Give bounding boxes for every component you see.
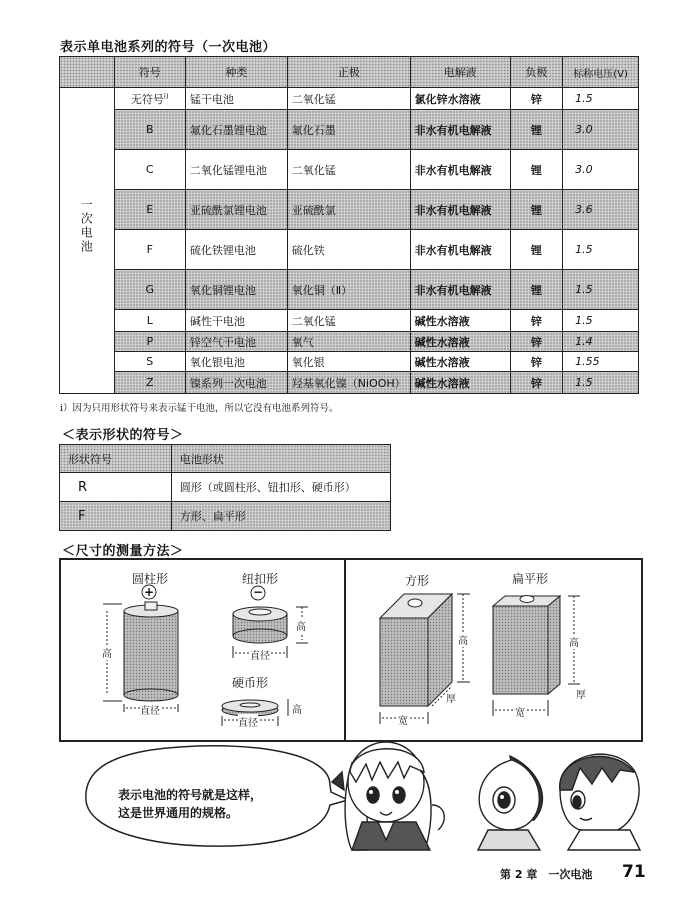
cell-voltage: 3.0 [563,150,639,190]
header-type: 种类 [185,57,287,88]
flat-label: 扁平形 [511,572,548,586]
square-height-label: 高 [458,632,468,647]
cell-type: 锰干电池 [185,88,287,110]
coin-diameter-label: 直径 [238,714,258,729]
cell-shape-symbol: F [60,502,172,531]
section-title-battery-series: 表示单电池系列的符号（一次电池） [60,40,277,55]
cell-electrolyte: 碱性水溶液 [410,310,510,332]
page-number: 71 [622,862,646,882]
footnote: i）因为只用形状符号来表示锰干电池，所以它没有电池系列符号。 [60,403,339,414]
cell-symbol: C [114,150,185,190]
cell-type: 二氧化锰锂电池 [185,150,287,190]
square-thickness-label: 厚 [446,694,456,705]
cell-negative: 锌 [510,352,563,372]
cell-type: 镍系列一次电池 [185,372,287,394]
cell-electrolyte: 非水有机电解液 [410,230,510,270]
flat-width-label: 宽 [515,704,525,719]
cell-positive: 氧气 [287,332,410,352]
cell-negative: 锂 [510,270,563,310]
square-label: 方形 [404,574,429,588]
flat-thickness-label: 厚 [576,690,586,701]
button-diameter-label: 直径 [250,647,270,662]
cell-type: 碱性干电池 [185,310,287,332]
cell-negative: 锂 [510,110,563,150]
cell-symbol: L [114,310,185,332]
header-negative: 负极 [510,57,563,88]
coin-label: 硬币形 [231,676,268,690]
cell-type: 氧化银电池 [185,352,287,372]
header-shape-symbol: 形状符号 [60,445,172,473]
cell-symbol: 无符号$^{i)}$ [114,88,185,110]
square-width-label: 宽 [398,712,408,727]
header-electrolyte: 电解液 [410,57,510,88]
section-title-measurement: ＜尺寸的测量方法＞ [62,544,184,559]
cell-negative: 锌 [510,372,563,394]
cell-positive: 氟化石墨 [287,110,410,150]
minus-sign: − [252,585,264,599]
coin-height-label: 高 [292,705,302,716]
character-girl-illustration [332,742,444,850]
speech-line-2: 这是世界通用的规格。 [118,806,239,820]
cell-shape: 方形、扁平形 [171,502,390,531]
square-battery-icon [380,594,470,724]
cell-negative: 锌 [510,332,563,352]
cell-positive: 硫化铁 [287,230,410,270]
button-height-label: 高 [296,618,306,633]
cell-negative: 锌 [510,88,563,110]
cell-voltage: 1.5 [563,310,639,332]
header-positive: 正极 [287,57,410,88]
header-symbol: 符号 [114,57,185,88]
flat-height-label: 高 [569,634,579,649]
header-voltage: 标称电压(V) [563,57,639,88]
cell-electrolyte: 碱性水溶液 [410,352,510,372]
cell-electrolyte: 碱性水溶液 [410,372,510,394]
cell-voltage: 1.5 [563,88,639,110]
cell-type: 亚硫酰氯锂电池 [185,190,287,230]
category-cell: 一次电池 [79,198,94,254]
cylinder-battery-icon [103,585,178,712]
cell-electrolyte: 非水有机电解液 [410,270,510,310]
cell-negative: 锂 [510,150,563,190]
section-title-shape-symbol: ＜表示形状的符号＞ [62,428,184,443]
cell-positive: 二氧化锰 [287,150,410,190]
plus-sign: + [143,585,155,599]
cylinder-height-label: 高 [102,645,112,660]
cell-symbol: B [114,110,185,150]
cell-positive: 亚硫酰氯 [287,190,410,230]
cell-symbol: F [114,230,185,270]
cell-positive: 二氧化锰 [287,88,410,110]
cell-symbol: P [114,332,185,352]
cell-symbol: G [114,270,185,310]
speech-line-1: 表示电池的符号就是这样， [118,788,263,802]
cell-type: 氧化铜锂电池 [185,270,287,310]
cell-voltage: 3.0 [563,110,639,150]
cell-negative: 锂 [510,230,563,270]
chapter-label: 第 2 章 一次电池 [500,868,593,881]
cell-type: 氟化石墨锂电池 [185,110,287,150]
cell-shape: 圆形（或圆柱形、钮扣形、硬币形） [171,473,390,502]
cell-type: 硫化铁锂电池 [185,230,287,270]
cell-electrolyte: 非水有机电解液 [410,150,510,190]
cell-voltage: 1.4 [563,332,639,352]
cell-positive: 氧化银 [287,352,410,372]
cell-negative: 锌 [510,310,563,332]
cell-shape-symbol: R [60,473,172,502]
cell-symbol: Z [114,372,185,394]
cell-symbol: S [114,352,185,372]
cylinder-diameter-label: 直径 [140,702,160,717]
character-drop-illustration [478,756,542,850]
cell-positive: 二氧化锰 [287,310,410,332]
cell-electrolyte: 非水有机电解液 [410,110,510,150]
cell-electrolyte: 氯化锌水溶液 [410,88,510,110]
character-boy-illustration [560,754,640,850]
cell-voltage: 1.5 [563,372,639,394]
cell-positive: 羟基氧化镍（NiOOH） [287,372,410,394]
cell-type: 锌空气干电池 [185,332,287,352]
cell-voltage: 3.6 [563,190,639,230]
cell-voltage: 1.55 [563,352,639,372]
button-label: 纽扣形 [241,572,278,586]
cell-electrolyte: 碱性水溶液 [410,332,510,352]
cell-negative: 锂 [510,190,563,230]
cell-symbol: E [114,190,185,230]
cell-positive: 氧化铜（Ⅱ） [287,270,410,310]
header-shape: 电池形状 [171,445,390,473]
cell-voltage: 1.5 [563,230,639,270]
cell-voltage: 1.5 [563,270,639,310]
cylinder-label: 圆柱形 [131,572,168,586]
flat-battery-icon [493,596,580,717]
cell-electrolyte: 非水有机电解液 [410,190,510,230]
